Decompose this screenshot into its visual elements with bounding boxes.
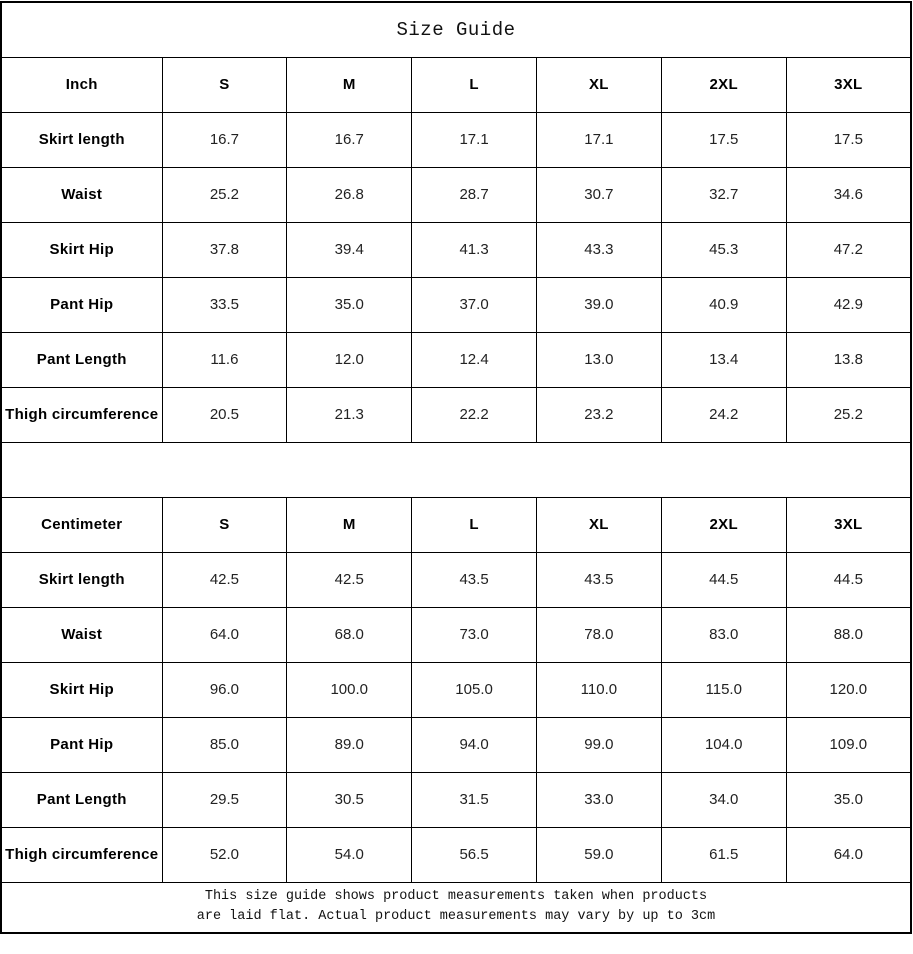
measurement-value: 120.0 [786, 662, 911, 717]
measurement-value: 85.0 [162, 717, 287, 772]
measurement-value: 25.2 [162, 167, 287, 222]
table-row [1, 607, 911, 662]
measurement-value: 96.0 [162, 662, 287, 717]
size-header-m: M [287, 57, 412, 112]
measurement-value: 83.0 [661, 607, 786, 662]
size-header-xl: XL [536, 57, 661, 112]
measurement-value: 31.5 [412, 772, 537, 827]
measurement-value: 54.0 [287, 827, 412, 882]
measurement-value: 104.0 [661, 717, 786, 772]
size-header-2xl: 2XL [661, 497, 786, 552]
measurement-value: 37.8 [162, 222, 287, 277]
measurement-value: 59.0 [536, 827, 661, 882]
measurement-value: 28.7 [412, 167, 537, 222]
measurement-label: Thigh circumference [1, 387, 162, 442]
measurement-label: Pant Hip [1, 277, 162, 332]
page-title: Size Guide [1, 2, 911, 57]
size-header-m: M [287, 497, 412, 552]
measurement-value: 13.8 [786, 332, 911, 387]
measurement-value: 33.5 [162, 277, 287, 332]
measurement-value: 99.0 [536, 717, 661, 772]
measurement-value: 17.1 [412, 112, 537, 167]
measurement-value: 43.5 [412, 552, 537, 607]
measurement-value: 25.2 [786, 387, 911, 442]
measurement-value: 30.7 [536, 167, 661, 222]
table-row [1, 772, 911, 827]
table-row [1, 387, 911, 442]
size-header-xl: XL [536, 497, 661, 552]
measurement-value: 12.0 [287, 332, 412, 387]
measurement-value: 105.0 [412, 662, 537, 717]
table-row [1, 167, 911, 222]
size-header-s: S [162, 57, 287, 112]
measurement-value: 45.3 [661, 222, 786, 277]
measurement-value: 56.5 [412, 827, 537, 882]
size-header-2xl: 2XL [661, 57, 786, 112]
measurement-value: 21.3 [287, 387, 412, 442]
measurement-value: 44.5 [661, 552, 786, 607]
measurement-value: 44.5 [786, 552, 911, 607]
measurement-label: Thigh circumference [1, 827, 162, 882]
measurement-value: 37.0 [412, 277, 537, 332]
measurement-label: Waist [1, 607, 162, 662]
inch-header-row [1, 57, 911, 112]
measurement-value: 17.5 [786, 112, 911, 167]
measurement-value: 41.3 [412, 222, 537, 277]
table-row [1, 827, 911, 882]
measurement-value: 94.0 [412, 717, 537, 772]
measurement-value: 24.2 [661, 387, 786, 442]
measurement-value: 64.0 [786, 827, 911, 882]
unit-header-inch: Inch [1, 57, 162, 112]
table-row [1, 332, 911, 387]
measurement-value: 29.5 [162, 772, 287, 827]
measurement-value: 43.5 [536, 552, 661, 607]
measurement-value: 39.4 [287, 222, 412, 277]
measurement-value: 110.0 [536, 662, 661, 717]
spacer-row [1, 442, 911, 497]
unit-header-centimeter: Centimeter [1, 497, 162, 552]
measurement-value: 22.2 [412, 387, 537, 442]
size-header-l: L [412, 497, 537, 552]
measurement-value: 34.0 [661, 772, 786, 827]
measurement-value: 89.0 [287, 717, 412, 772]
measurement-label: Pant Hip [1, 717, 162, 772]
measurement-value: 39.0 [536, 277, 661, 332]
measurement-value: 23.2 [536, 387, 661, 442]
measurement-value: 42.5 [287, 552, 412, 607]
table-row [1, 112, 911, 167]
size-header-s: S [162, 497, 287, 552]
measurement-value: 33.0 [536, 772, 661, 827]
measurement-value: 35.0 [786, 772, 911, 827]
size-guide-table [0, 1, 912, 934]
measurement-value: 13.0 [536, 332, 661, 387]
measurement-value: 109.0 [786, 717, 911, 772]
title-row [1, 2, 911, 57]
measurement-label: Skirt Hip [1, 662, 162, 717]
table-row [1, 277, 911, 332]
measurement-value: 40.9 [661, 277, 786, 332]
size-header-3xl: 3XL [786, 497, 911, 552]
centimeter-header-row [1, 497, 911, 552]
footer-note-line1: This size guide shows product measurements taken when products [204, 889, 708, 905]
measurement-value: 73.0 [412, 607, 537, 662]
measurement-value: 16.7 [287, 112, 412, 167]
measurement-value: 12.4 [412, 332, 537, 387]
measurement-label: Pant Length [1, 332, 162, 387]
table-row [1, 662, 911, 717]
measurement-label: Skirt length [1, 112, 162, 167]
measurement-label: Waist [1, 167, 162, 222]
measurement-value: 11.6 [162, 332, 287, 387]
measurement-value: 43.3 [536, 222, 661, 277]
measurement-value: 64.0 [162, 607, 287, 662]
measurement-value: 30.5 [287, 772, 412, 827]
measurement-value: 100.0 [287, 662, 412, 717]
measurement-value: 20.5 [162, 387, 287, 442]
measurement-value: 78.0 [536, 607, 661, 662]
measurement-value: 52.0 [162, 827, 287, 882]
measurement-value: 16.7 [162, 112, 287, 167]
size-header-3xl: 3XL [786, 57, 911, 112]
measurement-value: 13.4 [661, 332, 786, 387]
measurement-value: 17.1 [536, 112, 661, 167]
measurement-label: Skirt length [1, 552, 162, 607]
footer-note-line2: are laid flat. Actual product measurements may vary by up to 3cm [196, 909, 716, 925]
table-row [1, 552, 911, 607]
footer-row [1, 882, 911, 933]
measurement-value: 115.0 [661, 662, 786, 717]
measurement-value: 17.5 [661, 112, 786, 167]
measurement-label: Pant Length [1, 772, 162, 827]
table-row [1, 717, 911, 772]
measurement-value: 47.2 [786, 222, 911, 277]
measurement-label: Skirt Hip [1, 222, 162, 277]
measurement-value: 88.0 [786, 607, 911, 662]
measurement-value: 34.6 [786, 167, 911, 222]
measurement-value: 68.0 [287, 607, 412, 662]
measurement-value: 26.8 [287, 167, 412, 222]
measurement-value: 61.5 [661, 827, 786, 882]
footer-note [1, 882, 911, 933]
measurement-value: 35.0 [287, 277, 412, 332]
spacer-cell [1, 442, 911, 497]
measurement-value: 32.7 [661, 167, 786, 222]
table-row [1, 222, 911, 277]
measurement-value: 42.9 [786, 277, 911, 332]
measurement-value: 42.5 [162, 552, 287, 607]
size-header-l: L [412, 57, 537, 112]
